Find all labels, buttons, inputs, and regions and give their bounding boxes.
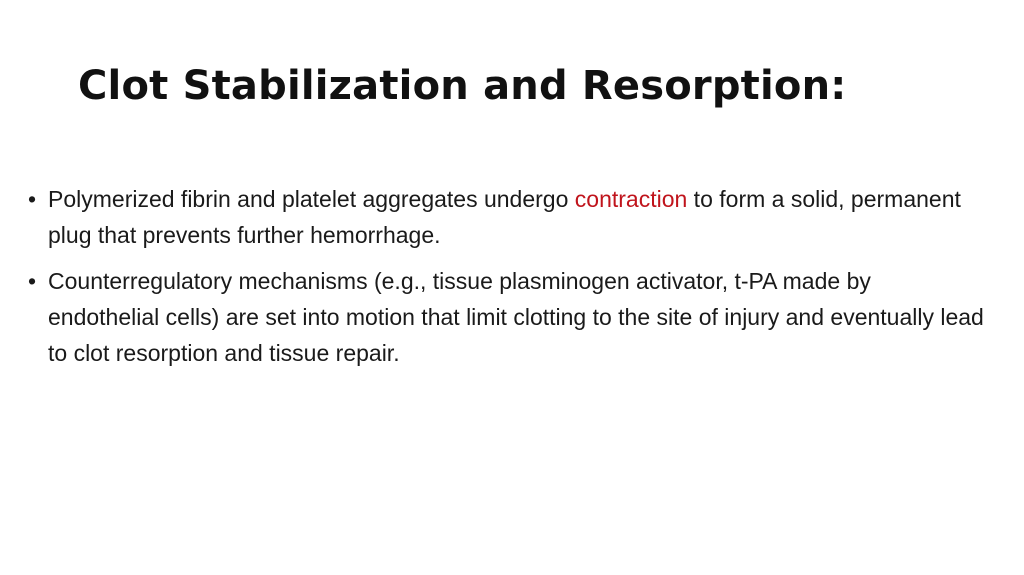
- bullet-marker: •: [28, 186, 37, 212]
- highlighted-term: contraction: [574, 186, 688, 212]
- slide-title: Clot Stabilization and Resorption:: [78, 63, 847, 109]
- bullet-list: [28, 181, 988, 381]
- bullet-item-counterregulatory: [28, 263, 988, 371]
- bullet-text: Counterregulatory mechanisms (e.g., tissue plasminogen activator, t-PA made by endothelial cells) are set into motion that limit clotting to the site of injury and eventually lead to clot resorption and tissue repair.: [48, 268, 984, 366]
- bullet-item-contraction: [28, 181, 988, 253]
- bullet-text-end: to form a solid, permanent plug that prevents further hemorrhage.: [48, 186, 961, 248]
- bullet-text-start: Polymerized fibrin and platelet aggregates undergo: [48, 186, 575, 212]
- bullet-marker: •: [28, 268, 37, 294]
